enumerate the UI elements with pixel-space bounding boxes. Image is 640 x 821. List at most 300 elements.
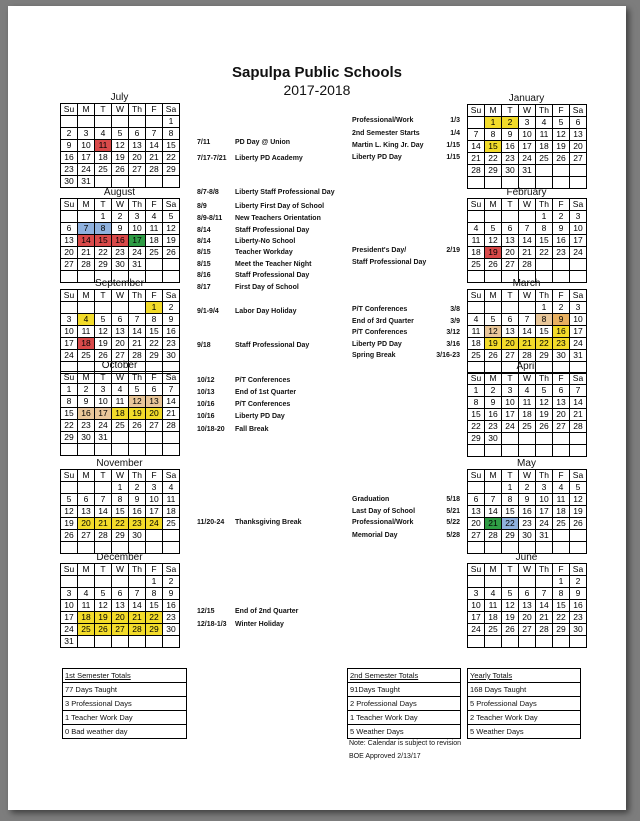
empty-cell bbox=[146, 259, 163, 271]
day-cell: 15 bbox=[146, 600, 163, 612]
day-cell: 4 bbox=[146, 211, 163, 223]
day-cell: 1 bbox=[61, 384, 78, 396]
day-cell: 27 bbox=[553, 421, 570, 433]
day-cell: 3 bbox=[61, 314, 78, 326]
empty-cell bbox=[536, 445, 553, 457]
event-date: 5/28 bbox=[446, 532, 460, 539]
day-cell: 3 bbox=[61, 588, 78, 600]
day-cell: 15 bbox=[468, 409, 485, 421]
day-cell: 27 bbox=[78, 530, 95, 542]
day-cell: 3 bbox=[129, 211, 146, 223]
empty-cell bbox=[61, 576, 78, 588]
day-cell: 31 bbox=[536, 530, 553, 542]
event-text: Labor Day Holiday bbox=[235, 308, 297, 315]
empty-cell bbox=[485, 302, 502, 314]
day-cell: 30 bbox=[61, 176, 78, 188]
day-cell: 24 bbox=[570, 338, 587, 350]
day-cell: 4 bbox=[468, 314, 485, 326]
weekday-header: F bbox=[553, 373, 570, 385]
day-cell: 15 bbox=[146, 326, 163, 338]
day-cell: 8 bbox=[536, 223, 553, 235]
totals-row: 5 Weather Days bbox=[468, 724, 580, 738]
event-text: Liberty PD Day bbox=[235, 413, 285, 420]
day-cell: 8 bbox=[502, 494, 519, 506]
weekday-header: Th bbox=[129, 290, 146, 302]
empty-cell bbox=[146, 636, 163, 648]
totals-row: 0 Bad weather day bbox=[63, 724, 186, 738]
weekday-header: M bbox=[485, 470, 502, 482]
event-text: Liberty Staff Professional Day bbox=[235, 189, 335, 196]
empty-cell bbox=[485, 482, 502, 494]
day-cell: 28 bbox=[570, 421, 587, 433]
month-title: July bbox=[110, 92, 129, 103]
day-cell: 3 bbox=[78, 128, 95, 140]
empty-cell bbox=[61, 482, 78, 494]
empty-cell bbox=[146, 530, 163, 542]
empty-cell bbox=[146, 176, 163, 188]
event-text: Staff Professional Day bbox=[235, 342, 310, 349]
day-cell: 6 bbox=[129, 128, 146, 140]
day-cell: 26 bbox=[536, 421, 553, 433]
day-cell: 13 bbox=[129, 140, 146, 152]
day-cell: 22 bbox=[61, 420, 78, 432]
weekday-header: M bbox=[78, 104, 95, 116]
totals-row: 5 Weather Days bbox=[348, 724, 460, 738]
day-cell: 17 bbox=[570, 235, 587, 247]
event-date: 10/12 bbox=[197, 377, 215, 384]
day-cell: 24 bbox=[95, 420, 112, 432]
day-cell: 16 bbox=[112, 235, 129, 247]
event-date: 9/1-9/4 bbox=[197, 308, 219, 315]
weekday-header: W bbox=[112, 470, 129, 482]
day-cell: 7 bbox=[519, 223, 536, 235]
day-cell: 30 bbox=[129, 530, 146, 542]
empty-cell bbox=[468, 445, 485, 457]
day-cell: 27 bbox=[502, 259, 519, 271]
day-cell: 28 bbox=[468, 165, 485, 177]
day-cell: 19 bbox=[485, 247, 502, 259]
day-cell: 20 bbox=[61, 247, 78, 259]
event-text: Fall Break bbox=[235, 426, 269, 433]
day-cell: 27 bbox=[519, 624, 536, 636]
day-cell: 31 bbox=[129, 259, 146, 271]
day-cell: 10 bbox=[570, 314, 587, 326]
day-cell: 21 bbox=[519, 338, 536, 350]
day-cell: 22 bbox=[502, 518, 519, 530]
day-cell: 27 bbox=[146, 420, 163, 432]
day-cell: 1 bbox=[163, 116, 180, 128]
day-cell: 23 bbox=[163, 338, 180, 350]
day-cell: 29 bbox=[502, 530, 519, 542]
day-cell: 24 bbox=[129, 247, 146, 259]
day-cell: 31 bbox=[95, 432, 112, 444]
empty-cell bbox=[502, 211, 519, 223]
day-cell: 22 bbox=[485, 153, 502, 165]
empty-cell bbox=[61, 211, 78, 223]
day-cell: 23 bbox=[519, 518, 536, 530]
day-cell: 10 bbox=[519, 129, 536, 141]
day-cell: 9 bbox=[519, 494, 536, 506]
day-cell: 16 bbox=[78, 408, 95, 420]
day-cell: 13 bbox=[468, 506, 485, 518]
event-text: Teacher Workday bbox=[235, 249, 293, 256]
event-text: Staff Professional Day bbox=[235, 227, 310, 234]
weekday-header: T bbox=[502, 470, 519, 482]
empty-cell bbox=[536, 576, 553, 588]
day-cell: 1 bbox=[146, 302, 163, 314]
day-cell: 18 bbox=[553, 506, 570, 518]
month-title: May bbox=[517, 458, 536, 469]
empty-cell bbox=[129, 176, 146, 188]
weekday-header: T bbox=[502, 373, 519, 385]
empty-cell bbox=[553, 530, 570, 542]
day-cell: 29 bbox=[163, 164, 180, 176]
empty-cell bbox=[468, 482, 485, 494]
day-cell: 24 bbox=[78, 164, 95, 176]
day-cell: 14 bbox=[163, 396, 180, 408]
day-cell: 13 bbox=[78, 506, 95, 518]
empty-cell bbox=[570, 636, 587, 648]
day-cell: 12 bbox=[553, 129, 570, 141]
day-cell: 25 bbox=[519, 421, 536, 433]
day-cell: 13 bbox=[112, 326, 129, 338]
day-cell: 19 bbox=[95, 612, 112, 624]
day-cell: 18 bbox=[163, 506, 180, 518]
weekday-header: Th bbox=[536, 199, 553, 211]
empty-cell bbox=[163, 432, 180, 444]
day-cell: 19 bbox=[502, 612, 519, 624]
day-cell: 22 bbox=[536, 247, 553, 259]
day-cell: 1 bbox=[553, 576, 570, 588]
day-cell: 25 bbox=[485, 624, 502, 636]
weekday-header: Th bbox=[129, 104, 146, 116]
weekday-header: F bbox=[146, 372, 163, 384]
day-cell: 19 bbox=[570, 506, 587, 518]
day-cell: 24 bbox=[502, 421, 519, 433]
event-text: Winter Holiday bbox=[235, 621, 284, 628]
empty-cell bbox=[129, 432, 146, 444]
day-cell: 16 bbox=[163, 326, 180, 338]
day-cell: 17 bbox=[61, 338, 78, 350]
day-cell: 23 bbox=[112, 247, 129, 259]
day-cell: 19 bbox=[553, 141, 570, 153]
day-cell: 23 bbox=[553, 338, 570, 350]
day-cell: 20 bbox=[519, 612, 536, 624]
day-cell: 6 bbox=[519, 588, 536, 600]
weekday-header: Th bbox=[129, 470, 146, 482]
day-cell: 3 bbox=[95, 384, 112, 396]
day-cell: 31 bbox=[519, 165, 536, 177]
weekday-header: M bbox=[485, 105, 502, 117]
day-cell: 18 bbox=[468, 338, 485, 350]
day-cell: 13 bbox=[61, 235, 78, 247]
day-cell: 28 bbox=[519, 259, 536, 271]
event-text: End of 3rd Quarter bbox=[352, 318, 414, 325]
day-cell: 22 bbox=[95, 247, 112, 259]
day-cell: 21 bbox=[129, 338, 146, 350]
day-cell: 11 bbox=[112, 396, 129, 408]
day-cell: 17 bbox=[468, 612, 485, 624]
day-cell: 12 bbox=[129, 396, 146, 408]
day-cell: 28 bbox=[95, 530, 112, 542]
day-cell: 25 bbox=[536, 153, 553, 165]
empty-cell bbox=[78, 444, 95, 456]
weekday-header: F bbox=[553, 199, 570, 211]
weekday-header: W bbox=[519, 199, 536, 211]
day-cell: 2 bbox=[570, 576, 587, 588]
day-cell: 30 bbox=[163, 624, 180, 636]
event-date: 1/15 bbox=[446, 142, 460, 149]
weekday-header: T bbox=[95, 199, 112, 211]
event-text: First Day of School bbox=[235, 284, 299, 291]
day-cell: 28 bbox=[519, 350, 536, 362]
weekday-header: W bbox=[519, 470, 536, 482]
day-cell: 17 bbox=[95, 408, 112, 420]
day-cell: 16 bbox=[553, 326, 570, 338]
empty-cell bbox=[570, 433, 587, 445]
totals-row: 77 Days Taught bbox=[63, 682, 186, 696]
day-cell: 22 bbox=[146, 612, 163, 624]
empty-cell bbox=[146, 116, 163, 128]
day-cell: 9 bbox=[570, 588, 587, 600]
empty-cell bbox=[536, 259, 553, 271]
day-cell: 1 bbox=[536, 302, 553, 314]
day-cell: 12 bbox=[485, 326, 502, 338]
day-cell: 5 bbox=[502, 588, 519, 600]
day-cell: 1 bbox=[502, 482, 519, 494]
day-cell: 24 bbox=[146, 518, 163, 530]
day-cell: 13 bbox=[502, 235, 519, 247]
day-cell: 13 bbox=[112, 600, 129, 612]
day-cell: 9 bbox=[502, 129, 519, 141]
day-cell: 11 bbox=[146, 223, 163, 235]
day-cell: 24 bbox=[536, 518, 553, 530]
weekday-header: F bbox=[146, 470, 163, 482]
empty-cell bbox=[468, 576, 485, 588]
day-cell: 7 bbox=[95, 494, 112, 506]
day-cell: 1 bbox=[468, 385, 485, 397]
day-cell: 18 bbox=[78, 338, 95, 350]
day-cell: 19 bbox=[485, 338, 502, 350]
day-cell: 24 bbox=[519, 153, 536, 165]
day-cell: 26 bbox=[502, 624, 519, 636]
day-cell: 28 bbox=[129, 624, 146, 636]
weekday-header: Sa bbox=[163, 104, 180, 116]
day-cell: 9 bbox=[163, 314, 180, 326]
weekday-header: T bbox=[502, 290, 519, 302]
day-cell: 14 bbox=[519, 235, 536, 247]
event-text: Spring Break bbox=[352, 352, 396, 359]
empty-cell bbox=[163, 259, 180, 271]
weekday-header: Su bbox=[61, 290, 78, 302]
day-cell: 16 bbox=[553, 235, 570, 247]
day-cell: 2 bbox=[112, 211, 129, 223]
event-date: 3/8 bbox=[450, 306, 460, 313]
weekday-header: T bbox=[95, 564, 112, 576]
day-cell: 19 bbox=[536, 409, 553, 421]
day-cell: 17 bbox=[502, 409, 519, 421]
empty-cell bbox=[95, 444, 112, 456]
empty-cell bbox=[553, 259, 570, 271]
day-cell: 16 bbox=[61, 152, 78, 164]
day-cell: 4 bbox=[536, 117, 553, 129]
totals-box bbox=[467, 668, 581, 739]
day-cell: 7 bbox=[570, 385, 587, 397]
day-cell: 8 bbox=[146, 314, 163, 326]
day-cell: 6 bbox=[570, 117, 587, 129]
day-cell: 27 bbox=[468, 530, 485, 542]
event-date: 8/15 bbox=[197, 261, 211, 268]
day-cell: 3 bbox=[519, 117, 536, 129]
empty-cell bbox=[78, 576, 95, 588]
event-text: 2nd Semester Starts bbox=[352, 130, 420, 137]
empty-cell bbox=[129, 576, 146, 588]
day-cell: 6 bbox=[502, 223, 519, 235]
day-cell: 16 bbox=[485, 409, 502, 421]
day-cell: 25 bbox=[78, 350, 95, 362]
event-text: President's Day/ bbox=[352, 247, 407, 254]
weekday-header: Th bbox=[129, 372, 146, 384]
day-cell: 29 bbox=[95, 259, 112, 271]
event-date: 8/14 bbox=[197, 238, 211, 245]
day-cell: 20 bbox=[78, 518, 95, 530]
empty-cell bbox=[502, 576, 519, 588]
weekday-header: W bbox=[112, 290, 129, 302]
day-cell: 22 bbox=[163, 152, 180, 164]
empty-cell bbox=[468, 302, 485, 314]
totals-title: 2nd Semester Totals bbox=[350, 671, 419, 680]
day-cell: 26 bbox=[163, 247, 180, 259]
month-title: August bbox=[103, 187, 136, 198]
day-cell: 5 bbox=[61, 494, 78, 506]
day-cell: 17 bbox=[129, 235, 146, 247]
day-cell: 4 bbox=[553, 482, 570, 494]
day-cell: 20 bbox=[129, 152, 146, 164]
day-cell: 25 bbox=[468, 259, 485, 271]
day-cell: 26 bbox=[112, 164, 129, 176]
totals-row: 2 Teacher Work Day bbox=[468, 710, 580, 724]
day-cell: 8 bbox=[536, 314, 553, 326]
day-cell: 5 bbox=[129, 384, 146, 396]
event-date: 5/21 bbox=[446, 508, 460, 515]
weekday-header: Su bbox=[468, 290, 485, 302]
totals-row: 1 Teacher Work Day bbox=[348, 710, 460, 724]
day-cell: 19 bbox=[163, 235, 180, 247]
day-cell: 1 bbox=[95, 211, 112, 223]
day-cell: 17 bbox=[61, 612, 78, 624]
day-cell: 2 bbox=[519, 482, 536, 494]
weekday-header: M bbox=[78, 199, 95, 211]
day-cell: 2 bbox=[163, 302, 180, 314]
empty-cell bbox=[570, 445, 587, 457]
weekday-header: M bbox=[485, 373, 502, 385]
totals-row: 5 Professional Days bbox=[468, 696, 580, 710]
day-cell: 28 bbox=[146, 164, 163, 176]
weekday-header: T bbox=[95, 104, 112, 116]
day-cell: 8 bbox=[146, 588, 163, 600]
event-text: Liberty PD Day bbox=[352, 341, 402, 348]
empty-cell bbox=[112, 176, 129, 188]
day-cell: 10 bbox=[468, 600, 485, 612]
day-cell: 11 bbox=[163, 494, 180, 506]
day-cell: 4 bbox=[468, 223, 485, 235]
day-cell: 28 bbox=[78, 259, 95, 271]
event-date: 12/18-1/3 bbox=[197, 621, 227, 628]
day-cell: 29 bbox=[468, 433, 485, 445]
weekday-header: F bbox=[553, 290, 570, 302]
month-title: June bbox=[515, 552, 538, 563]
day-cell: 1 bbox=[112, 482, 129, 494]
event-date: 3/9 bbox=[450, 318, 460, 325]
day-cell: 6 bbox=[502, 314, 519, 326]
day-cell: 10 bbox=[146, 494, 163, 506]
weekday-header: Sa bbox=[163, 372, 180, 384]
day-cell: 21 bbox=[146, 152, 163, 164]
day-cell: 2 bbox=[78, 384, 95, 396]
empty-cell bbox=[519, 302, 536, 314]
weekday-header: M bbox=[485, 290, 502, 302]
day-cell: 5 bbox=[536, 385, 553, 397]
event-text: Graduation bbox=[352, 496, 390, 503]
revision-note: Note: Calendar is subject to revision bbox=[349, 740, 462, 747]
day-cell: 7 bbox=[485, 494, 502, 506]
day-cell: 30 bbox=[570, 624, 587, 636]
day-cell: 1 bbox=[146, 576, 163, 588]
month-grid-october bbox=[60, 371, 180, 456]
day-cell: 10 bbox=[536, 494, 553, 506]
day-cell: 25 bbox=[468, 350, 485, 362]
empty-cell bbox=[502, 445, 519, 457]
empty-cell bbox=[519, 433, 536, 445]
day-cell: 21 bbox=[163, 408, 180, 420]
month-title: December bbox=[96, 552, 143, 563]
day-cell: 5 bbox=[553, 117, 570, 129]
event-date: 7/11 bbox=[197, 139, 211, 146]
day-cell: 26 bbox=[129, 420, 146, 432]
event-text: Memorial Day bbox=[352, 532, 398, 539]
day-cell: 16 bbox=[570, 600, 587, 612]
empty-cell bbox=[485, 576, 502, 588]
day-cell: 10 bbox=[129, 223, 146, 235]
day-cell: 15 bbox=[112, 506, 129, 518]
day-cell: 21 bbox=[519, 247, 536, 259]
empty-cell bbox=[78, 211, 95, 223]
weekday-header: Sa bbox=[163, 564, 180, 576]
month-title: November bbox=[96, 458, 143, 469]
month-grid-april bbox=[467, 372, 587, 457]
month-grid-june bbox=[467, 563, 587, 648]
empty-cell bbox=[553, 433, 570, 445]
empty-cell bbox=[95, 482, 112, 494]
event-date: 5/22 bbox=[446, 519, 460, 526]
event-text: Staff Professional Day bbox=[235, 272, 310, 279]
day-cell: 7 bbox=[163, 384, 180, 396]
day-cell: 1 bbox=[485, 117, 502, 129]
day-cell: 20 bbox=[112, 612, 129, 624]
day-cell: 15 bbox=[485, 141, 502, 153]
day-cell: 2 bbox=[61, 128, 78, 140]
empty-cell bbox=[502, 636, 519, 648]
day-cell: 5 bbox=[95, 314, 112, 326]
weekday-header: Su bbox=[61, 104, 78, 116]
day-cell: 30 bbox=[519, 530, 536, 542]
empty-cell bbox=[553, 636, 570, 648]
day-cell: 11 bbox=[95, 140, 112, 152]
day-cell: 3 bbox=[570, 302, 587, 314]
empty-cell bbox=[536, 433, 553, 445]
empty-cell bbox=[536, 165, 553, 177]
weekday-header: Sa bbox=[570, 373, 587, 385]
